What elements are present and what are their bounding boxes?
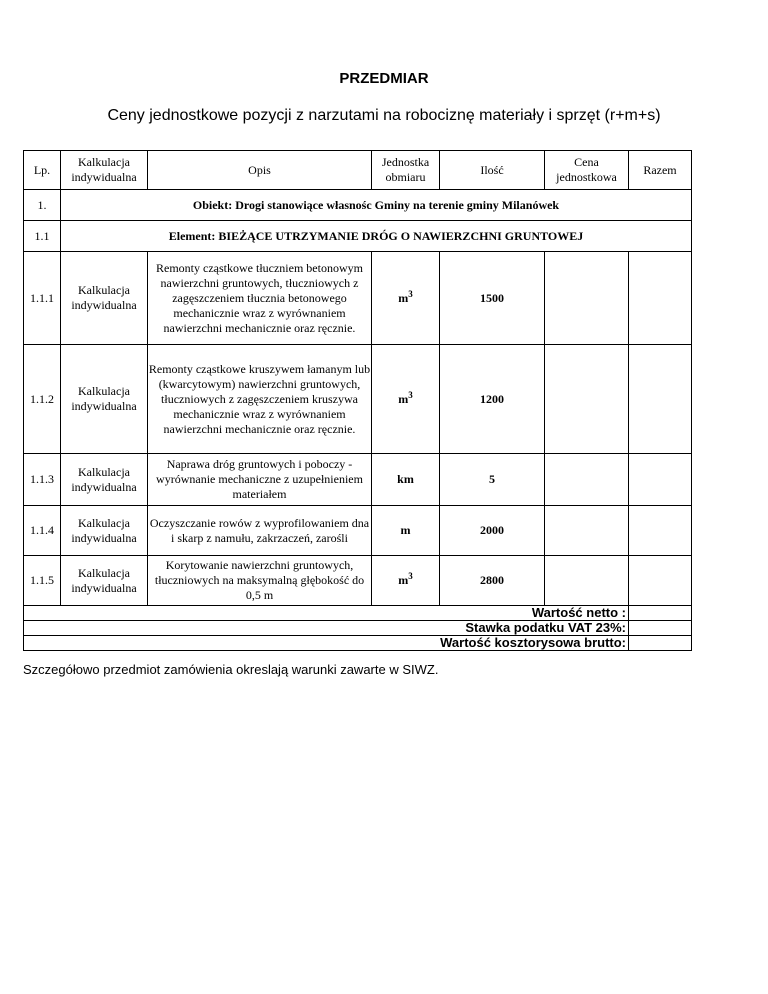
table-row xyxy=(24,506,692,556)
item-opis: Korytowanie nawierzchni gruntowych, tłuczniowych na maksymalną głębokość do 0,5 m xyxy=(148,556,372,606)
item-lp: 1.1.3 xyxy=(24,454,61,506)
footer-row-netto xyxy=(24,606,692,621)
item-kalkulacja: Kalkulacja indywidualna xyxy=(61,345,148,454)
table-row xyxy=(24,252,692,345)
header-jednostka: Jednostka obmiaru xyxy=(372,151,440,190)
item-razem[interactable] xyxy=(629,454,692,506)
item-razem[interactable] xyxy=(629,252,692,345)
item-unit: m xyxy=(372,506,440,556)
item-qty: 2800 xyxy=(440,556,545,606)
page-title: PRZEDMIAR xyxy=(339,70,429,87)
item-cena[interactable] xyxy=(545,252,629,345)
section-lp: 1. xyxy=(24,190,61,221)
item-qty: 5 xyxy=(440,454,545,506)
element-title: Element: BIEŻĄCE UTRZYMANIE DRÓG O NAWIERZCHNI GRUNTOWEJ xyxy=(61,221,692,252)
item-qty: 1500 xyxy=(440,252,545,345)
item-opis: Remonty cząstkowe tłuczniem betonowym nawierzchni gruntowych, tłuczniowych z zagęszczeniem tłucznia betonowego mechanicznie wraz z wyrównaniem nawierzchni mechanicznie oraz ręcznie. xyxy=(148,252,372,345)
vat-label: Stawka podatku VAT 23%: xyxy=(24,621,629,636)
vat-value[interactable] xyxy=(629,621,692,636)
header-row xyxy=(24,151,692,190)
item-opis: Oczyszczanie rowów z wyprofilowaniem dna i skarp z namułu, zakrzaczeń, zarośli xyxy=(148,506,372,556)
brutto-label: Wartość kosztorysowa brutto: xyxy=(24,636,629,651)
item-opis: Remonty cząstkowe kruszywem łamanym lub (kwarcytowym) nawierzchni gruntowych, tłuczniowych z zagęszczeniem kruszywa mechanicznie wraz z wyrównaniem nawierzchni mechanicznie oraz ręcznie. xyxy=(148,345,372,454)
item-qty: 2000 xyxy=(440,506,545,556)
header-razem: Razem xyxy=(629,151,692,190)
header-cena: Cena jednostkowa xyxy=(545,151,629,190)
header-opis: Opis xyxy=(148,151,372,190)
item-cena[interactable] xyxy=(545,454,629,506)
footer-row-vat xyxy=(24,621,692,636)
element-row xyxy=(24,221,692,252)
item-kalkulacja: Kalkulacja indywidualna xyxy=(61,506,148,556)
table-row xyxy=(24,345,692,454)
item-kalkulacja: Kalkulacja indywidualna xyxy=(61,252,148,345)
item-cena[interactable] xyxy=(545,506,629,556)
item-unit: km xyxy=(372,454,440,506)
item-qty: 1200 xyxy=(440,345,545,454)
header-lp: Lp. xyxy=(24,151,61,190)
item-unit: $m^3$ xyxy=(372,252,440,345)
section-title: Obiekt: Drogi stanowiące własnośc Gminy na terenie gminy Milanówek xyxy=(61,190,692,221)
header-kalkulacja: Kalkulacja indywidualna xyxy=(61,151,148,190)
item-unit: $m^3$ xyxy=(372,345,440,454)
item-kalkulacja: Kalkulacja indywidualna xyxy=(61,556,148,606)
przedmiar-table xyxy=(23,150,692,651)
item-cena[interactable] xyxy=(545,345,629,454)
item-kalkulacja: Kalkulacja indywidualna xyxy=(61,454,148,506)
table-row xyxy=(24,556,692,606)
netto-value[interactable] xyxy=(629,606,692,621)
footnote: Szczegółowo przedmiot zamówienia okreslają warunki zawarte w SIWZ. xyxy=(23,662,439,677)
item-razem[interactable] xyxy=(629,345,692,454)
header-ilosc: Ilość xyxy=(440,151,545,190)
section-row xyxy=(24,190,692,221)
item-razem[interactable] xyxy=(629,556,692,606)
element-lp: 1.1 xyxy=(24,221,61,252)
item-lp: 1.1.5 xyxy=(24,556,61,606)
brutto-value[interactable] xyxy=(629,636,692,651)
netto-label: Wartość netto : xyxy=(24,606,629,621)
footer-row-brutto xyxy=(24,636,692,651)
item-cena[interactable] xyxy=(545,556,629,606)
item-opis: Naprawa dróg gruntowych i poboczy - wyrównanie mechaniczne z uzupełnieniem materiałem xyxy=(148,454,372,506)
item-lp: 1.1.2 xyxy=(24,345,61,454)
item-lp: 1.1.4 xyxy=(24,506,61,556)
item-unit: $m^3$ xyxy=(372,556,440,606)
item-razem[interactable] xyxy=(629,506,692,556)
page-subtitle: Ceny jednostkowe pozycji z narzutami na robociznę materiały i sprzęt (r+m+s) xyxy=(107,107,661,124)
table-row xyxy=(24,454,692,506)
item-lp: 1.1.1 xyxy=(24,252,61,345)
